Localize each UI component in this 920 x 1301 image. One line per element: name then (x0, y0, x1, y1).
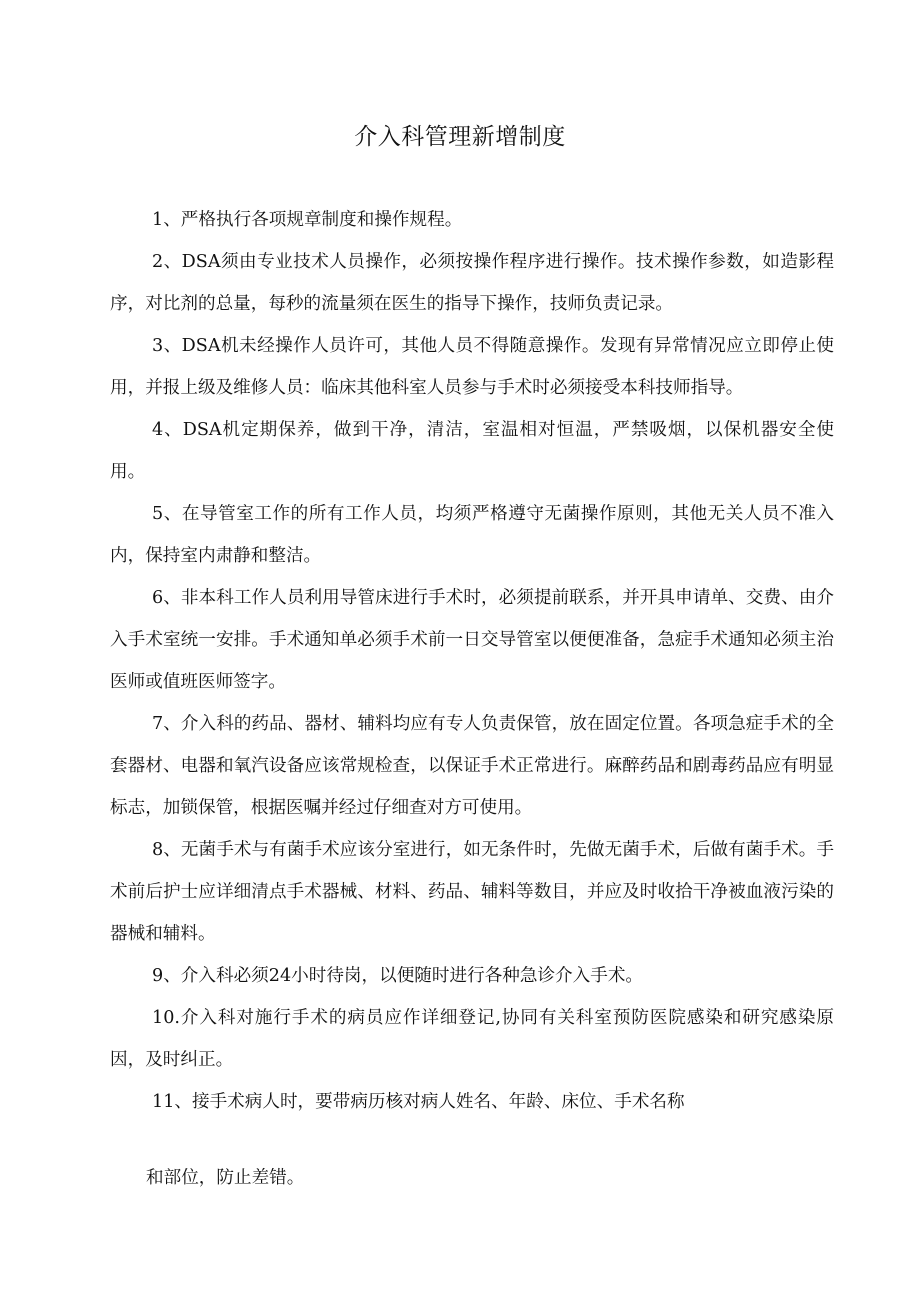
paragraph-11-continued: 和部位，防止差错。 (146, 1168, 305, 1188)
paragraph-11: 11、接手术病人时，要带病历核对病人姓名、年龄、床位、手术名称 (152, 1092, 685, 1112)
paragraph-2: 2、DSA须由专业技术人员操作，必须按操作程序进行操作。技术操作参数，如造影程序，对比剂的总量，每秒的流量须在医生的指导下操作，技师负责记录。 (110, 252, 834, 314)
document-body (110, 199, 834, 1199)
paragraph-1: 1、严格执行各项规章制度和操作规程。 (152, 210, 463, 230)
paragraph-4: 4、DSA机定期保养，做到干净，清洁，室温相对恒温，严禁吸烟，以保机器安全使用。 (110, 420, 834, 482)
paragraph-3: 3、DSA机未经操作人员许可，其他人员不得随意操作。发现有异常情况应立即停止使用，并报上级及维修人员：临床其他科室人员参与手术时必须接受本科技师指导。 (110, 336, 834, 398)
paragraph-5: 5、在导管室工作的所有工作人员，均须严格遵守无菌操作原则，其他无关人员不准入内，保持室内肃静和整洁。 (110, 504, 834, 566)
document-title: 介入科管理新增制度 (354, 124, 566, 150)
paragraph-7: 7、介入科的药品、器材、辅料均应有专人负责保管，放在固定位置。各项急症手术的全套器材、电器和氧汽设备应该常规检查，以保证手术正常进行。麻醉药品和剧毒药品应有明显标志，加锁保管，根据医嘱并经过仔细查对方可使用。 (110, 714, 834, 818)
paragraph-6: 6、非本科工作人员利用导管床进行手术时，必须提前联系，并开具申请单、交费、由介入手术室统一安排。手术通知单必须手术前一日交导管室以便便准备，急症手术通知必须主治医师或值班医师签字。 (110, 588, 834, 692)
paragraph-8: 8、无菌手术与有菌手术应该分室进行，如无条件时，先做无菌手术，后做有菌手术。手术前后护士应详细清点手术器械、材料、药品、辅料等数目，并应及时收拾干净被血液污染的器械和辅料。 (110, 840, 834, 944)
paragraph-10: 10.介入科对施行手术的病员应作详细登记,协同有关科室预防医院感染和研究感染原因，及时纠正。 (110, 1008, 834, 1070)
paragraph-9: 9、介入科必须24小时待岗，以便随时进行各种急诊介入手术。 (152, 966, 644, 986)
